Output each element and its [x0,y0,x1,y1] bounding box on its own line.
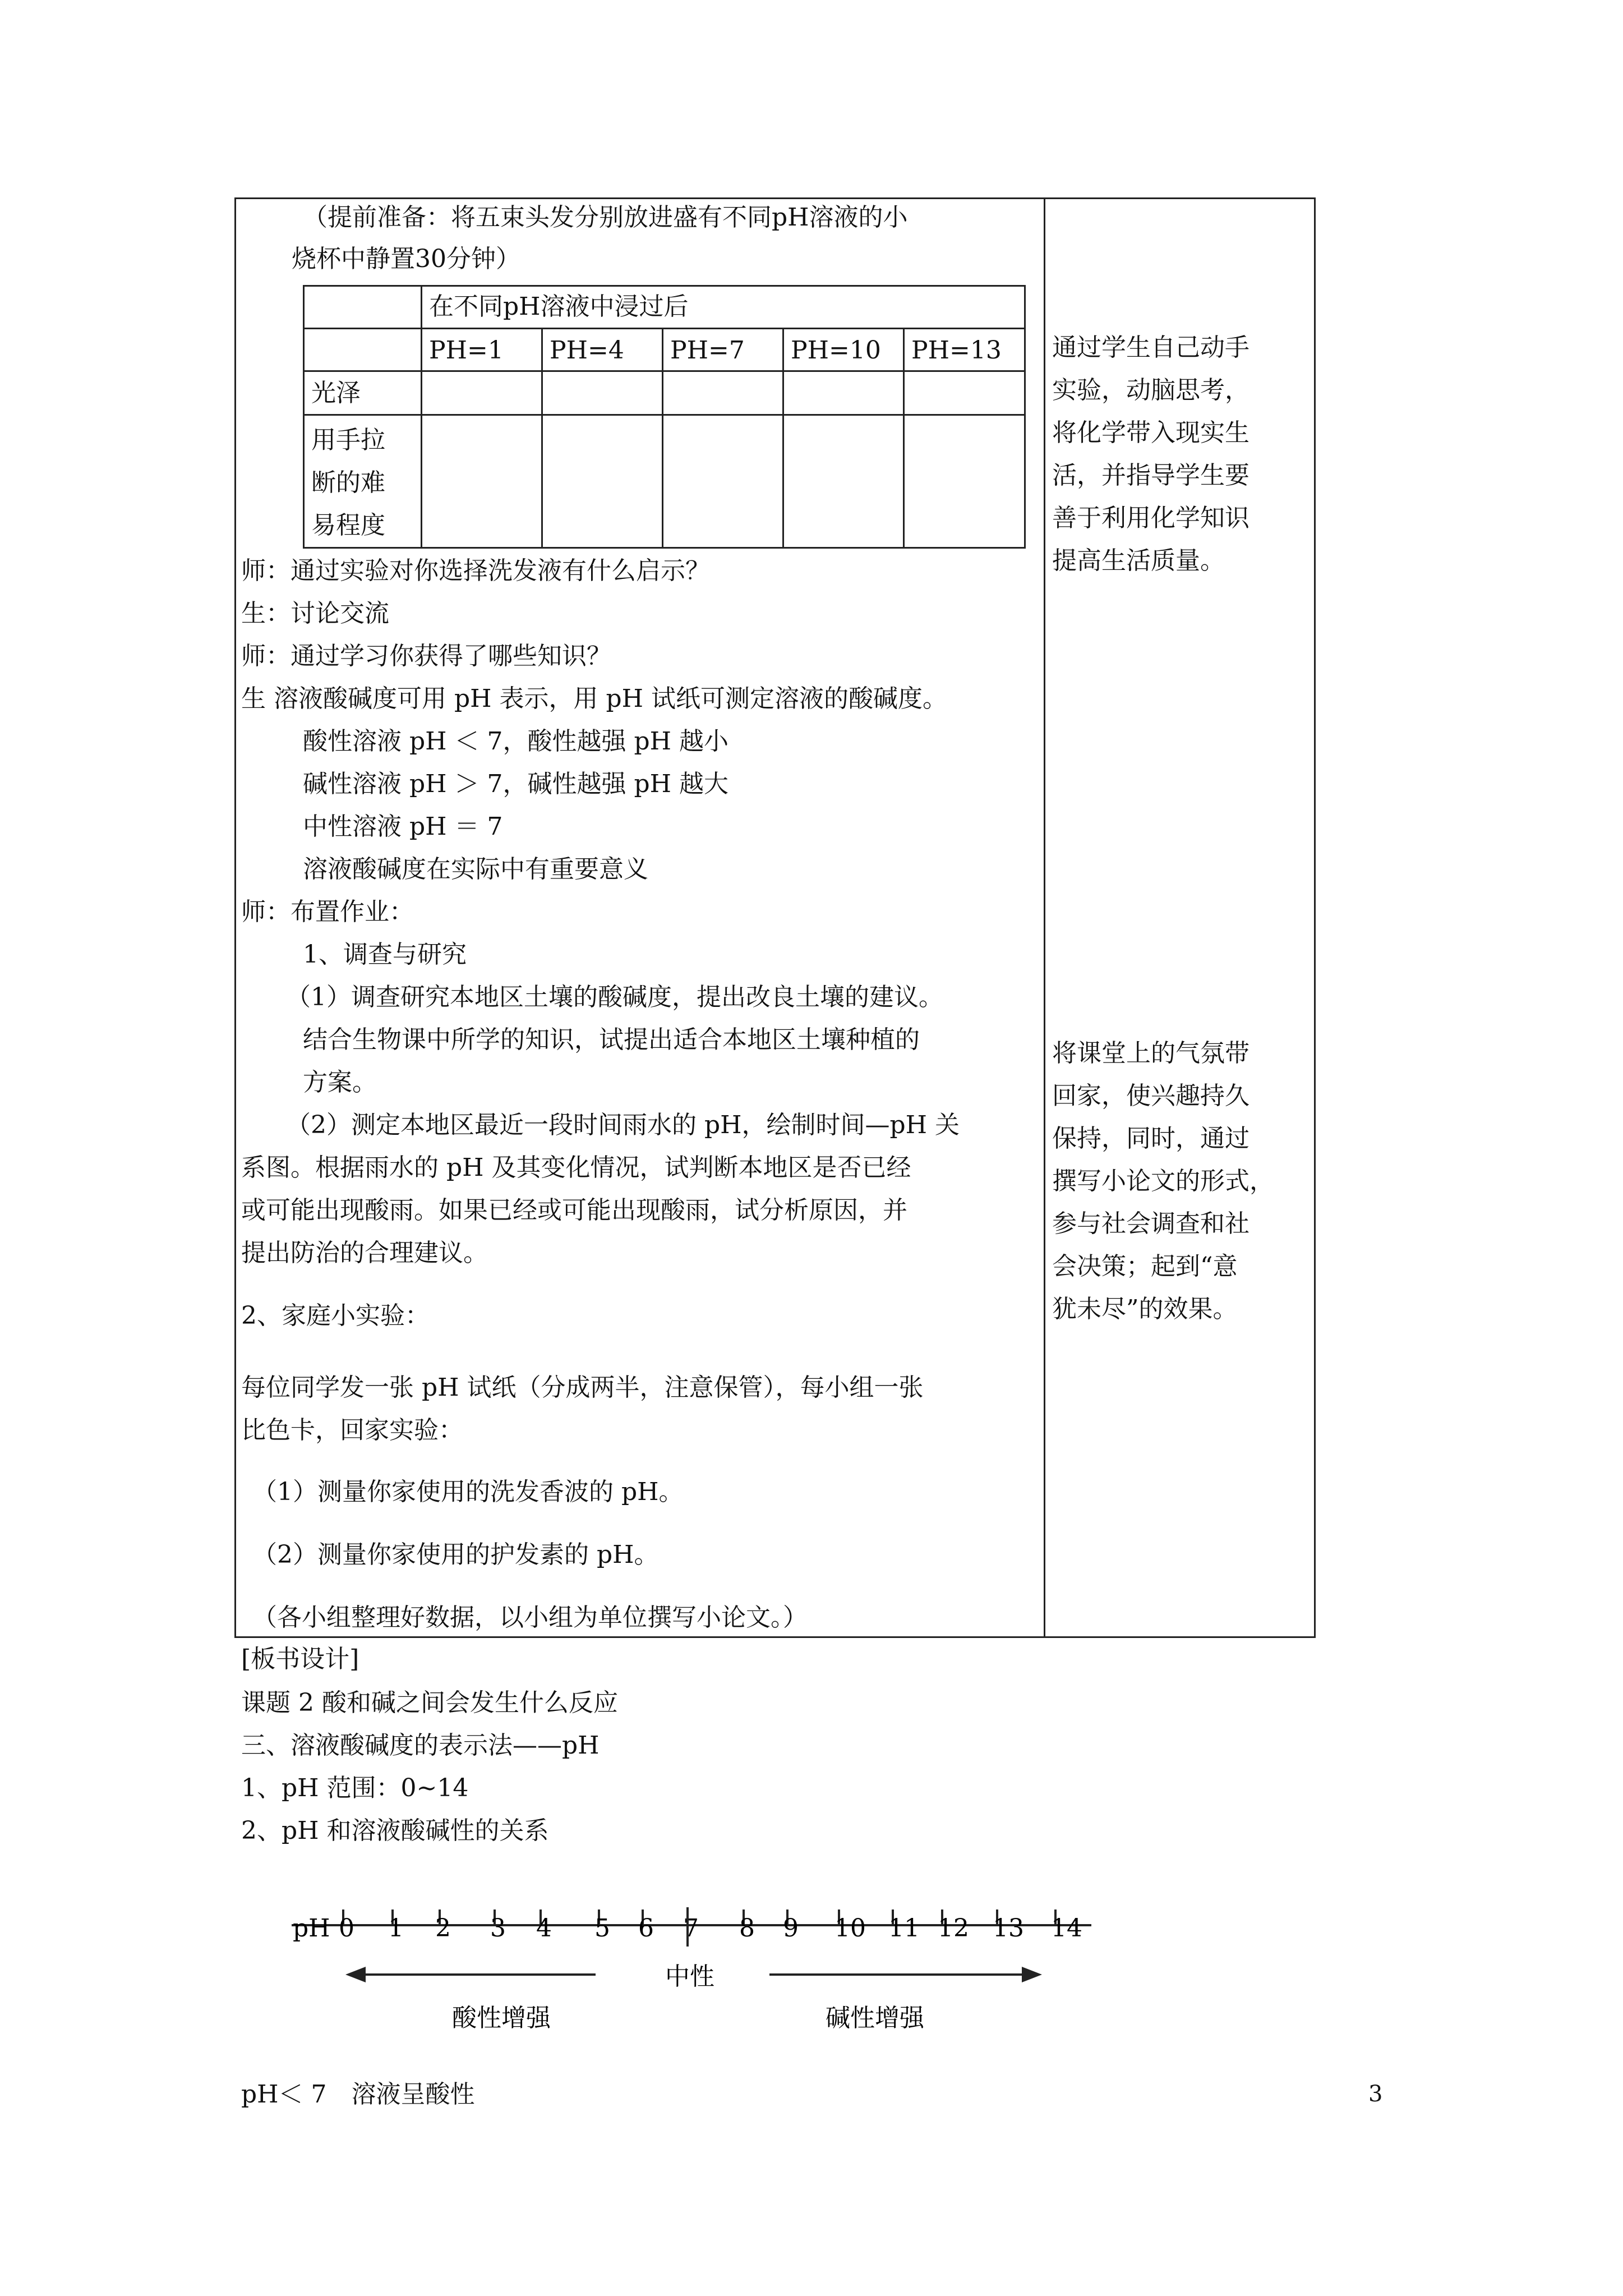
dialog-line: 生 溶液酸碱度可用 pH 表示，用 pH 试纸可测定溶液的酸碱度。 [241,684,948,713]
table-ph-col: PH=13 [904,329,1025,371]
table-row-label: 用手拉 断的难 易程度 [304,415,422,548]
base-label: 碱性增强 [826,2004,924,2032]
dialog-line: 提出防治的合理建议。 [241,1239,488,1267]
side-note-2: 将课堂上的气氛带 回家，使兴趣持久 保持，同时，通过 撰写小论文的形式， 参与社会调查和社 会决策；起到“意 犹未尽”的效果。 [1052,1039,1274,1323]
dialog-line: 结合生物课中所学的知识，试提出适合本地区土壤种植的 [303,1025,920,1054]
ph-tick-label: 12 [938,1914,969,1943]
ph-tick-label: 6 [638,1914,654,1943]
neutral-label: 中性 [665,1962,714,1991]
board-line: 1、pH 范围：0~14 [241,1774,469,1802]
side-note-1: 通过学生自己动手 实验，动脑思考， 将化学带入现实生 活，并指导学生要 善于利用化学知识 提高生活质量。 [1052,333,1249,575]
page-number: 3 [1368,2081,1383,2107]
dialog-line: （1）测量你家使用的洗发香波的 pH。 [252,1478,684,1506]
ph-tick-label: 2 [435,1914,451,1943]
dialog-line: 1、调查与研究 [303,940,467,969]
ph-tick-label: 7 [683,1914,699,1943]
prep-line-1: （提前准备：将五束头发分别放进盛有不同pH溶液的小 [303,203,908,232]
dialog-line: 2、家庭小实验： [241,1301,430,1330]
ph-tick-label: 0 [339,1914,354,1943]
acid-arrowhead [345,1967,366,1982]
board-line: 三、溶液酸碱度的表示法——pH [241,1731,600,1760]
dialog-line: 酸性溶液 pH ＜ 7，酸性越强 pH 越小 [303,727,728,756]
dialog-line: 师：通过学习你获得了哪些知识？ [241,642,611,670]
table-ph-col: PH=1 [422,329,542,371]
dialog-line: 比色卡，回家实验： [241,1416,463,1444]
dialog-line: 生：讨论交流 [241,599,389,628]
dialog-line: （2）测定本地区最近一段时间雨水的 pH，绘制时间—pH 关 [286,1111,960,1139]
ph-tick-label: 4 [536,1914,552,1943]
ph-tick-label: 9 [783,1914,799,1943]
table-row-label: 光泽 [304,371,422,415]
ph-axis-label: pH [293,1914,330,1943]
dialog-line: 或可能出现酸雨。如果已经或可能出现酸雨，试分析原因，并 [241,1196,907,1225]
dialog-line: 系图。根据雨水的 pH 及其变化情况，试判断本地区是否已经 [241,1153,911,1182]
ph-tick-label: 5 [594,1914,610,1943]
dialog-line: 方案。 [303,1068,377,1097]
ph-tick-label: 13 [993,1914,1024,1943]
dialog-line: 师：通过实验对你选择洗发液有什么启示？ [241,556,710,585]
ph-tick-label: 3 [490,1914,506,1943]
board-line: 2、pH 和溶液酸碱性的关系 [241,1816,549,1845]
table-ph-col: PH=4 [542,329,663,371]
dialog-line: 中性溶液 pH ＝ 7 [303,812,503,841]
board-line: 课题 2 酸和碱之间会发生什么反应 [241,1688,618,1717]
board-heading: [板书设计] [241,1645,359,1673]
dialog-line: 每位同学发一张 pH 试纸（分成两半，注意保管），每小组一张 [241,1373,924,1402]
ph-tick-label: 11 [888,1914,920,1943]
table-ph-col: PH=7 [663,329,783,371]
board-last-line: pH＜ 7 溶液呈酸性 [241,2080,475,2109]
dialog-line: 碱性溶液 pH ＞ 7，碱性越强 pH 越大 [303,770,728,798]
ph-tick-label: 10 [834,1914,866,1943]
prep-line-2: 烧杯中静置30分钟） [292,245,520,273]
table-header-span: 在不同pH溶液中浸过后 [422,286,1025,329]
ph-tick-label: 14 [1051,1914,1082,1943]
dialog-line: （各小组整理好数据，以小组为单位撰写小论文。） [252,1603,808,1632]
dialog-line: （2）测量你家使用的护发素的 pH。 [252,1540,659,1569]
dialog-line: 师：布置作业： [241,898,414,926]
base-arrowhead [1022,1967,1042,1982]
acid-label: 酸性增强 [452,2004,551,2032]
ph-tick-label: 8 [739,1914,755,1943]
dialog-line: （1）调查研究本地区土壤的酸碱度，提出改良土壤的建议。 [286,983,943,1011]
ph-tick-label: 1 [388,1914,404,1943]
table-ph-col: PH=10 [783,329,904,371]
dialog-line: 溶液酸碱度在实际中有重要意义 [303,855,648,884]
